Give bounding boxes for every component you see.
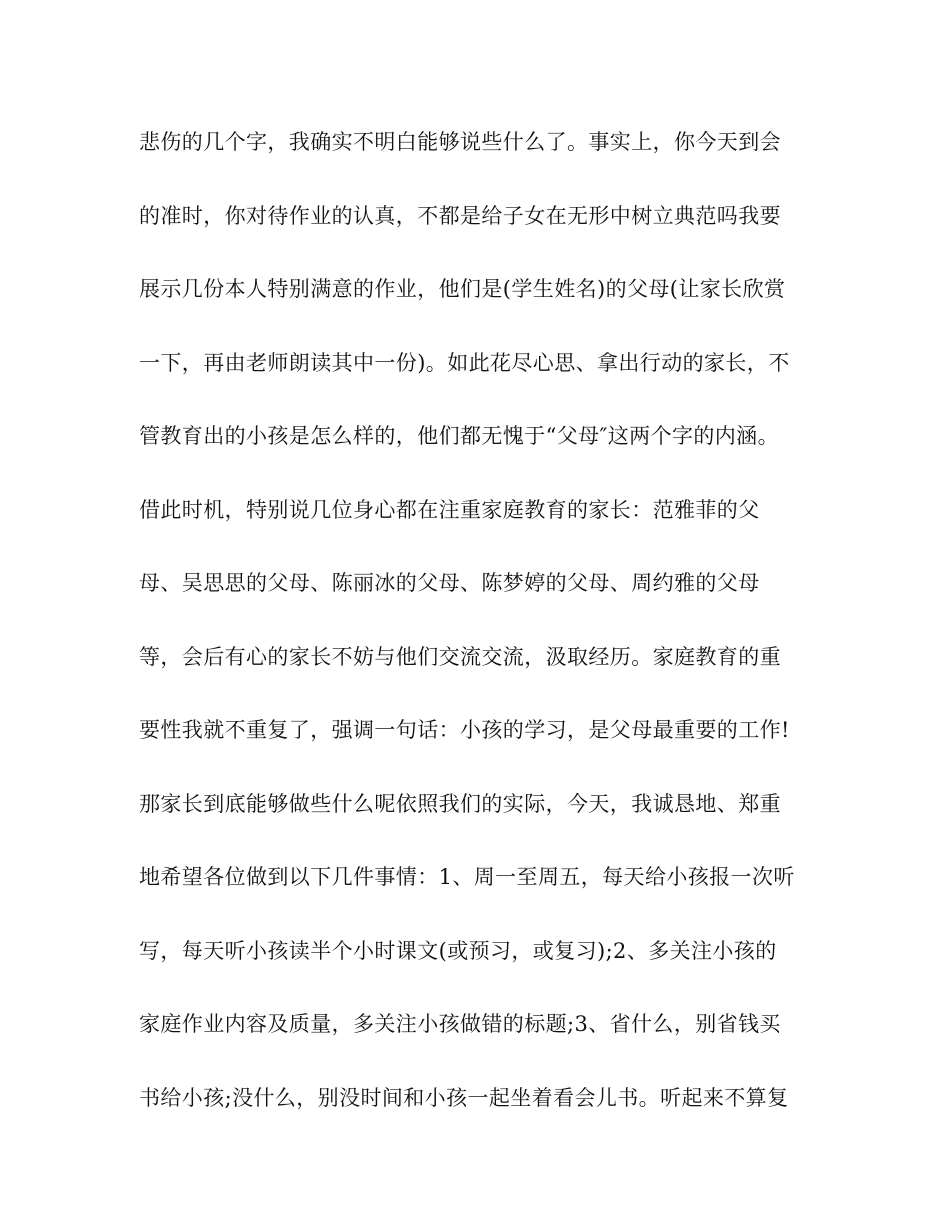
- text-line: 的准时，你对待作业的认真，不都是给子女在无形中树立典范吗我要: [139, 203, 781, 228]
- text-line: 借此时机，特别说几位身心都在注重家庭教育的家长：范雅菲的父: [139, 497, 760, 522]
- text-line: 一下，再由老师朗读其中一份)。如此花尽心思、拿出行动的家长，不: [139, 350, 790, 375]
- text-line: 母、吴思思的父母、陈丽冰的父母、陈梦婷的父母、周约雅的父母: [139, 571, 760, 595]
- body-text: [139, 122, 819, 1151]
- text-line: 那家长到底能够做些什么呢依照我们的实际，今天，我诚恳地、郑重: [139, 791, 781, 816]
- text-line: 写，每天听小孩读半个小时课文(或预习，或复习);2、多关注小孩的: [139, 938, 777, 963]
- text-line: 要性我就不重复了，强调一句话：小孩的学习，是父母最重要的工作!: [139, 718, 790, 742]
- text-line: 家庭作业内容及质量，多关注小孩做错的标题;3、省什么，别省钱买: [139, 1012, 781, 1036]
- text-line: 等，会后有心的家长不妨与他们交流交流，汲取经历。家庭教育的重: [139, 644, 781, 669]
- text-line: 悲伤的几个字，我确实不明白能够说些什么了。事实上，你今天到会: [139, 130, 781, 154]
- text-line: 管教育出的小孩是怎么样的，他们都无愧于“父母″这两个字的内涵。: [139, 424, 779, 448]
- text-line: 书给小孩;没什么，别没时间和小孩一起坐着看会儿书。听起来不算复: [139, 1085, 789, 1110]
- text-line: 地希望各位做到以下几件事情：1、周一至周五，每天给小孩报一次听: [139, 865, 795, 889]
- text-line: 展示几份本人特别满意的作业，他们是(学生姓名)的父母(让家长欣赏: [139, 277, 786, 301]
